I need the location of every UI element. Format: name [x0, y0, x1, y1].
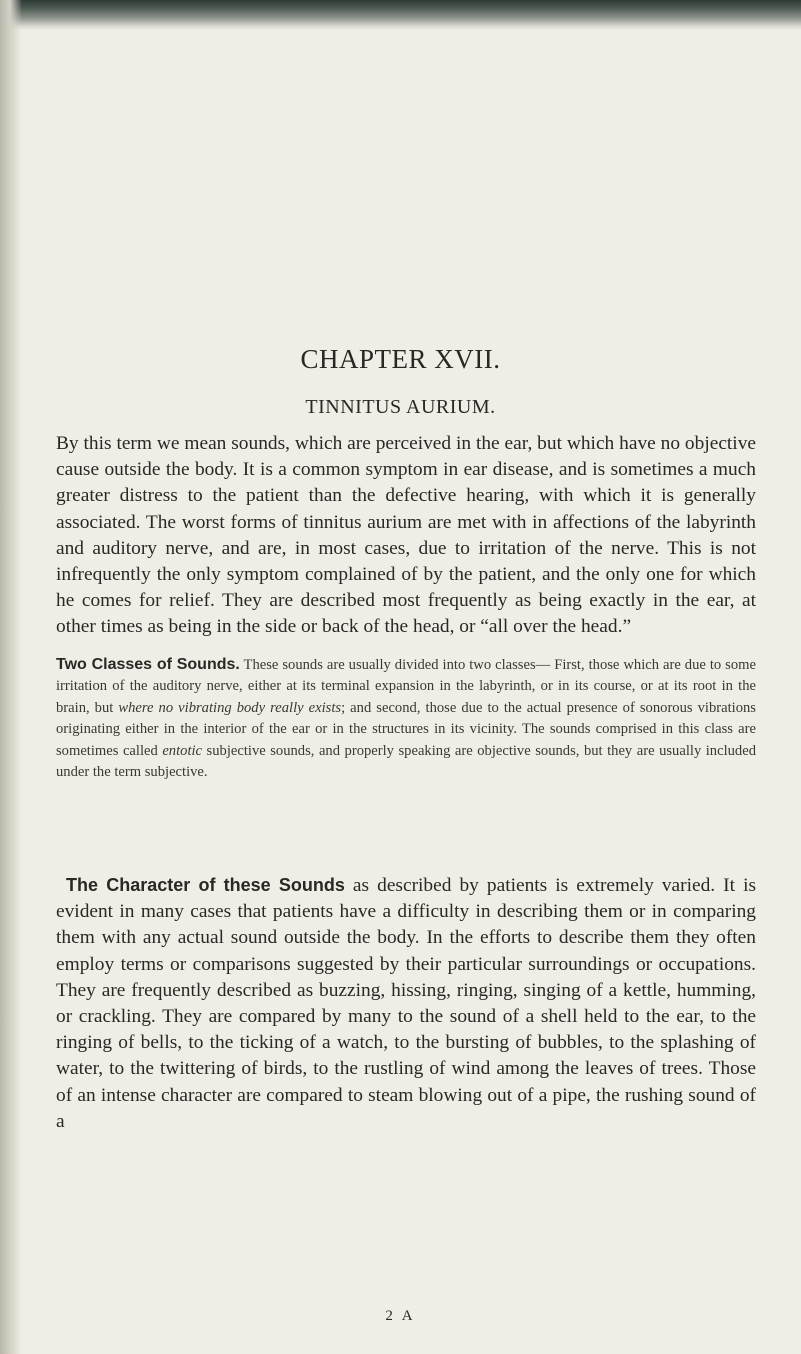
paragraph-text: These sounds are usually divided into two classes— First, those which are due to some irritation of the auditory nerve, either at its terminal expansion in the labyrinth, or in its course, or at its root in the brain, but [56, 657, 756, 716]
chapter-title: CHAPTER XVII. [300, 344, 501, 374]
paragraph-intro: By this term we mean sounds, which are perceived in the ear, but which have no objective cause outside the body. It is a common symptom in ear disease, and is sometimes a much greater distress to the patient than the defective hearing, with which it is generally associated. The worst forms of tinnitus aurium are met with in affections of the labyrinth and auditory nerve, and are, in most cases, due to irritation of the nerve. This is not infrequently the only symptom complained of by the patient, and the only one for which he comes for relief. They are described most frequently as being exactly in the ear, at other times as being in the side or back of the head, or “all over the head.” [56, 433, 756, 638]
paragraph-two-classes [56, 654, 756, 783]
paragraph-text: ; and second, those due to the actual presence of sonorous vibrations originating either in the interior of the ear or in the structures in its vicinity. The sounds comprised in this class are sometimes called [56, 699, 756, 759]
paragraph-text: as described by patients is extremely varied. It is evident in many cases that patients have a difficulty in describing them or in comparing them with any actual sound outside the body. In the efforts to describe them they often employ terms or comparisons suggested by their particular surroundings or occupations. They are frequently described as buzzing, hissing, ringing, singing of a kettle, humming, or crackling. They are compared by many to the sound of a shell held to the ear, to the ringing of bells, to the ticking of a watch, to the bursting of bubbles, to the splashing of water, to the twittering of birds, to the rustling of wind among the leaves of trees. Those of an intense character are compared to steam blowing out of a pipe, the rushing sound of a [56, 875, 757, 1132]
section-title: TINNITUS AURIUM. [305, 396, 496, 418]
paragraph-text: subjective sounds, and properly speaking are objective sounds, but they are usually included under the term subjective. [56, 742, 757, 781]
paragraph-heading-character: The Character of these Sounds [66, 875, 345, 895]
paragraph-heading-two-classes: Two Classes of Sounds. [56, 656, 240, 673]
italic-phrase: where no vibrating body really exists [118, 699, 342, 716]
signature-mark: 2 A [385, 1308, 416, 1324]
paragraph-character-of-sounds [56, 872, 756, 1135]
italic-term-entotic: entotic [162, 742, 203, 759]
